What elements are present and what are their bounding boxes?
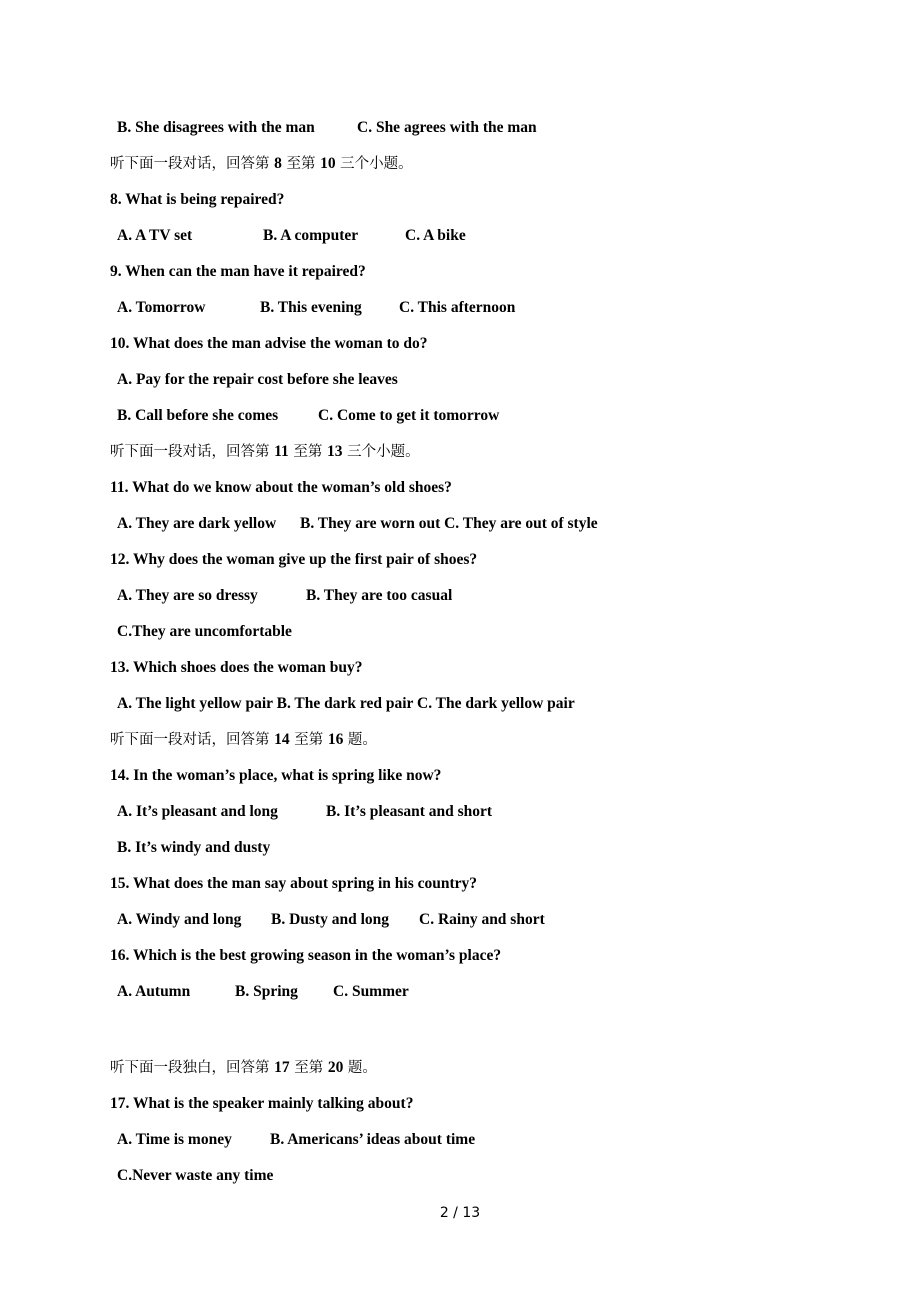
question-text: 9. When can the man have it repaired? (110, 263, 366, 280)
question-text: 10. What does the man advise the woman to do? (110, 335, 428, 352)
answer-option: B. It’s pleasant and short (326, 803, 493, 820)
question-text: 13. Which shoes does the woman buy? (110, 659, 363, 676)
answer-option: A. Time is money (117, 1131, 232, 1148)
answer-option: A. Tomorrow (117, 299, 206, 316)
answer-option: C. She agrees with the man (357, 119, 537, 136)
question-text: 12. Why does the woman give up the first pair of shoes? (110, 551, 478, 568)
question-text: 11. What do we know about the woman’s old shoes? (110, 479, 452, 496)
section-instruction: 听下面一段对话，回答第 11 至第 13 三个小题。 (110, 443, 420, 460)
answer-option: B. Dusty and long (271, 911, 390, 928)
answer-option: C. Summer (333, 983, 409, 1000)
answer-option: B. Americans’ ideas about time (270, 1131, 476, 1148)
answer-option: B. They are worn out C. They are out of style (300, 515, 598, 532)
answer-option: B. They are too casual (306, 587, 453, 604)
question-text: 16. Which is the best growing season in the woman’s place? (110, 947, 502, 964)
answer-option: A. Windy and long (117, 911, 242, 928)
answer-option: B. Spring (235, 983, 298, 1000)
section-instruction: 听下面一段独白，回答第 17 至第 20 题。 (110, 1059, 377, 1076)
answer-option: B. Call before she comes (117, 407, 279, 424)
answer-option: C. A bike (405, 227, 466, 244)
answer-option: C. Rainy and short (419, 911, 545, 928)
answer-option: B. This evening (260, 299, 362, 316)
section-instruction: 听下面一段对话，回答第 8 至第 10 三个小题。 (110, 155, 413, 172)
answer-option: A. Pay for the repair cost before she leaves (117, 371, 398, 388)
answer-option: A. A TV set (117, 227, 193, 244)
answer-option: C. This afternoon (399, 299, 516, 316)
answer-option: C.They are uncomfortable (117, 623, 292, 640)
answer-option: C.Never waste any time (117, 1167, 274, 1184)
answer-option: B. It’s windy and dusty (117, 839, 271, 856)
question-text: 15. What does the man say about spring in his country? (110, 875, 478, 892)
answer-option: A. They are dark yellow (117, 515, 277, 532)
answer-option: A. The light yellow pair B. The dark red pair C. The dark yellow pair (117, 695, 575, 712)
answer-option: C. Come to get it tomorrow (318, 407, 500, 424)
answer-option: A. It’s pleasant and long (117, 803, 278, 820)
question-text: 8. What is being repaired? (110, 191, 285, 208)
page-number: 2 / 13 (439, 1205, 481, 1221)
answer-option: B. A computer (263, 227, 359, 244)
answer-option: B. She disagrees with the man (117, 119, 315, 136)
answer-option: A. Autumn (117, 983, 191, 1000)
section-instruction: 听下面一段对话，回答第 14 至第 16 题。 (110, 731, 377, 748)
answer-option: A. They are so dressy (117, 587, 258, 604)
question-text: 14. In the woman’s place, what is spring like now? (110, 767, 442, 784)
question-text: 17. What is the speaker mainly talking about? (110, 1095, 414, 1112)
